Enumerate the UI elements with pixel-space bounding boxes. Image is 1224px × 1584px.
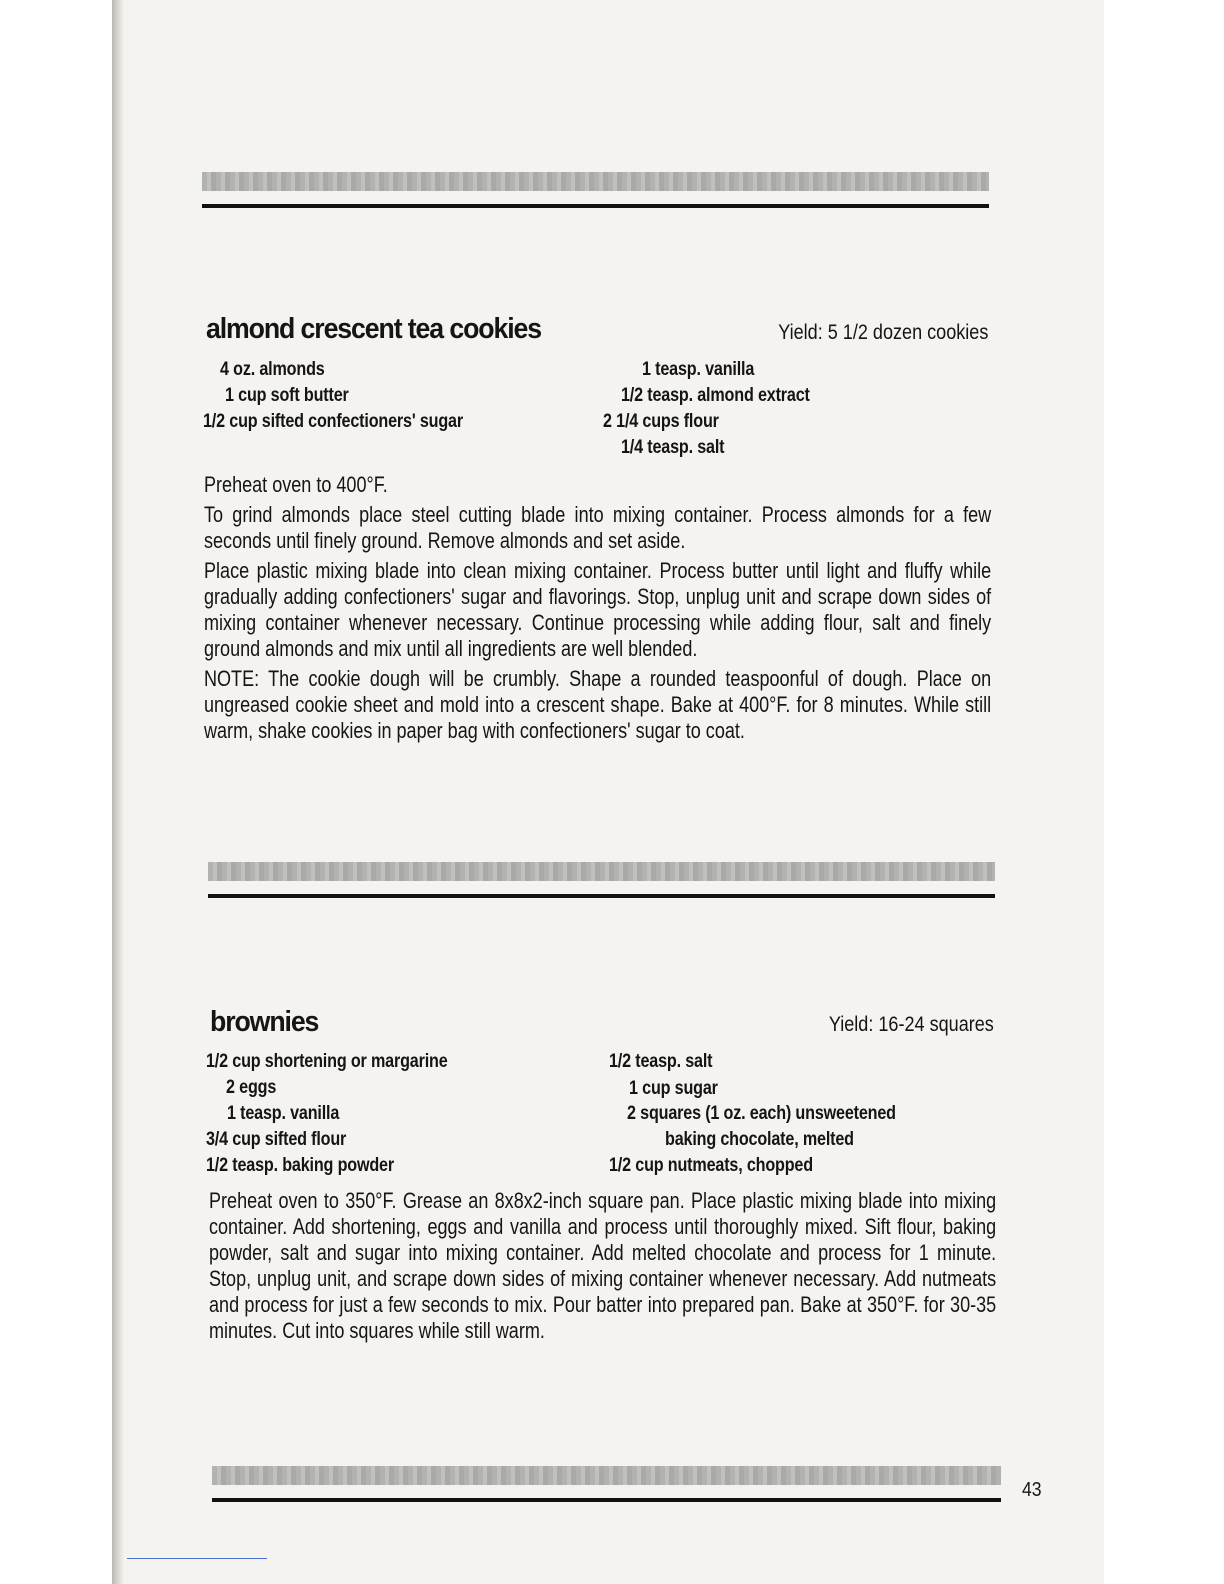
recipe-instructions-paragraph: Preheat oven to 350°F. Grease an 8x8x2-inch square pan. Place plastic mixing blade into mixing container. Add shortening, eggs and vanilla and process until thoroughly mixed. Sift flour, baking powder, salt and sugar into mixing container. Add melted chocolate and process for 1 minute. Stop, unplug unit, and scrape down sides of mixing container whenever necessary. Add nutmeats and process for just a few seconds to mix. Pour batter into prepared pan. Bake at 350°F. for 30-35 minutes. Cut into squares while still warm. (209, 1188, 997, 1343)
ingredient-item: 1/2 cup shortening or margarine (206, 1051, 448, 1072)
recipe-instructions-paragraph: Place plastic mixing blade into clean mixing container. Process butter until light and fluffy while gradually adding confectioners' sugar and flavorings. Stop, unplug unit and scrape down sides of mixing container whenever necessary. Continue processing while adding flour, salt and finely ground almonds and mix until all ingredients are well blended. (204, 558, 992, 661)
ingredient-item: 2 squares (1 oz. each) unsweetened (627, 1103, 896, 1124)
page-spine-shadow (112, 0, 124, 1584)
recipe-instructions-paragraph: To grind almonds place steel cutting blade into mixing container. Process almonds for a few seconds until finely ground. Remove almonds and set aside. (204, 502, 992, 553)
top-black-rule (202, 204, 989, 208)
middle-black-rule (208, 894, 995, 898)
ingredient-item: 1/4 teasp. salt (621, 437, 725, 458)
ingredient-item: 1/2 cup nutmeats, chopped (609, 1155, 813, 1176)
ingredient-item: 3/4 cup sifted flour (206, 1129, 347, 1150)
recipe-title-brownies: brownies (210, 1006, 319, 1038)
ingredient-item: 1/2 teasp. baking powder (206, 1155, 394, 1176)
recipe-instructions-paragraph: NOTE: The cookie dough will be crumbly. Shape a rounded teaspoonful of dough. Place on ungreased cookie sheet and mold into a crescent shape. Bake at 400°F. for 8 minutes. While still warm, shake cookies in paper bag with confectioners' sugar to coat. (204, 666, 992, 743)
ingredient-item: 1 cup sugar (629, 1078, 718, 1099)
recipe-instructions-paragraph: Preheat oven to 400°F. (204, 472, 388, 497)
ingredient-item: 1/2 teasp. almond extract (621, 385, 810, 406)
recipe-yield-brownies: Yield: 16-24 squares (829, 1013, 994, 1036)
bottom-black-rule (212, 1498, 1001, 1502)
top-gray-band (202, 172, 989, 191)
book-page (112, 0, 1104, 1584)
recipe-title-almond-crescent: almond crescent tea cookies (206, 313, 541, 345)
ingredient-item: baking chocolate, melted (665, 1129, 854, 1150)
middle-gray-band (208, 862, 995, 881)
recipe-yield-almond-crescent: Yield: 5 1/2 dozen cookies (777, 321, 988, 344)
ingredient-item: 1 cup soft butter (225, 385, 349, 406)
ingredient-item: 2 1/4 cups flour (603, 411, 719, 432)
page-number: 43 (1022, 1479, 1042, 1501)
ingredient-item: 1 teasp. vanilla (642, 359, 755, 380)
ingredient-item: 1 teasp. vanilla (227, 1103, 340, 1124)
ingredient-item: 1/2 teasp. salt (609, 1051, 713, 1072)
ingredient-item: 1/2 cup sifted confectioners' sugar (203, 411, 463, 432)
ingredient-item: 2 eggs (226, 1077, 277, 1098)
bottom-gray-band (212, 1466, 1001, 1485)
link-underline-artifact (127, 1558, 267, 1559)
ingredient-item: 4 oz. almonds (220, 359, 325, 380)
